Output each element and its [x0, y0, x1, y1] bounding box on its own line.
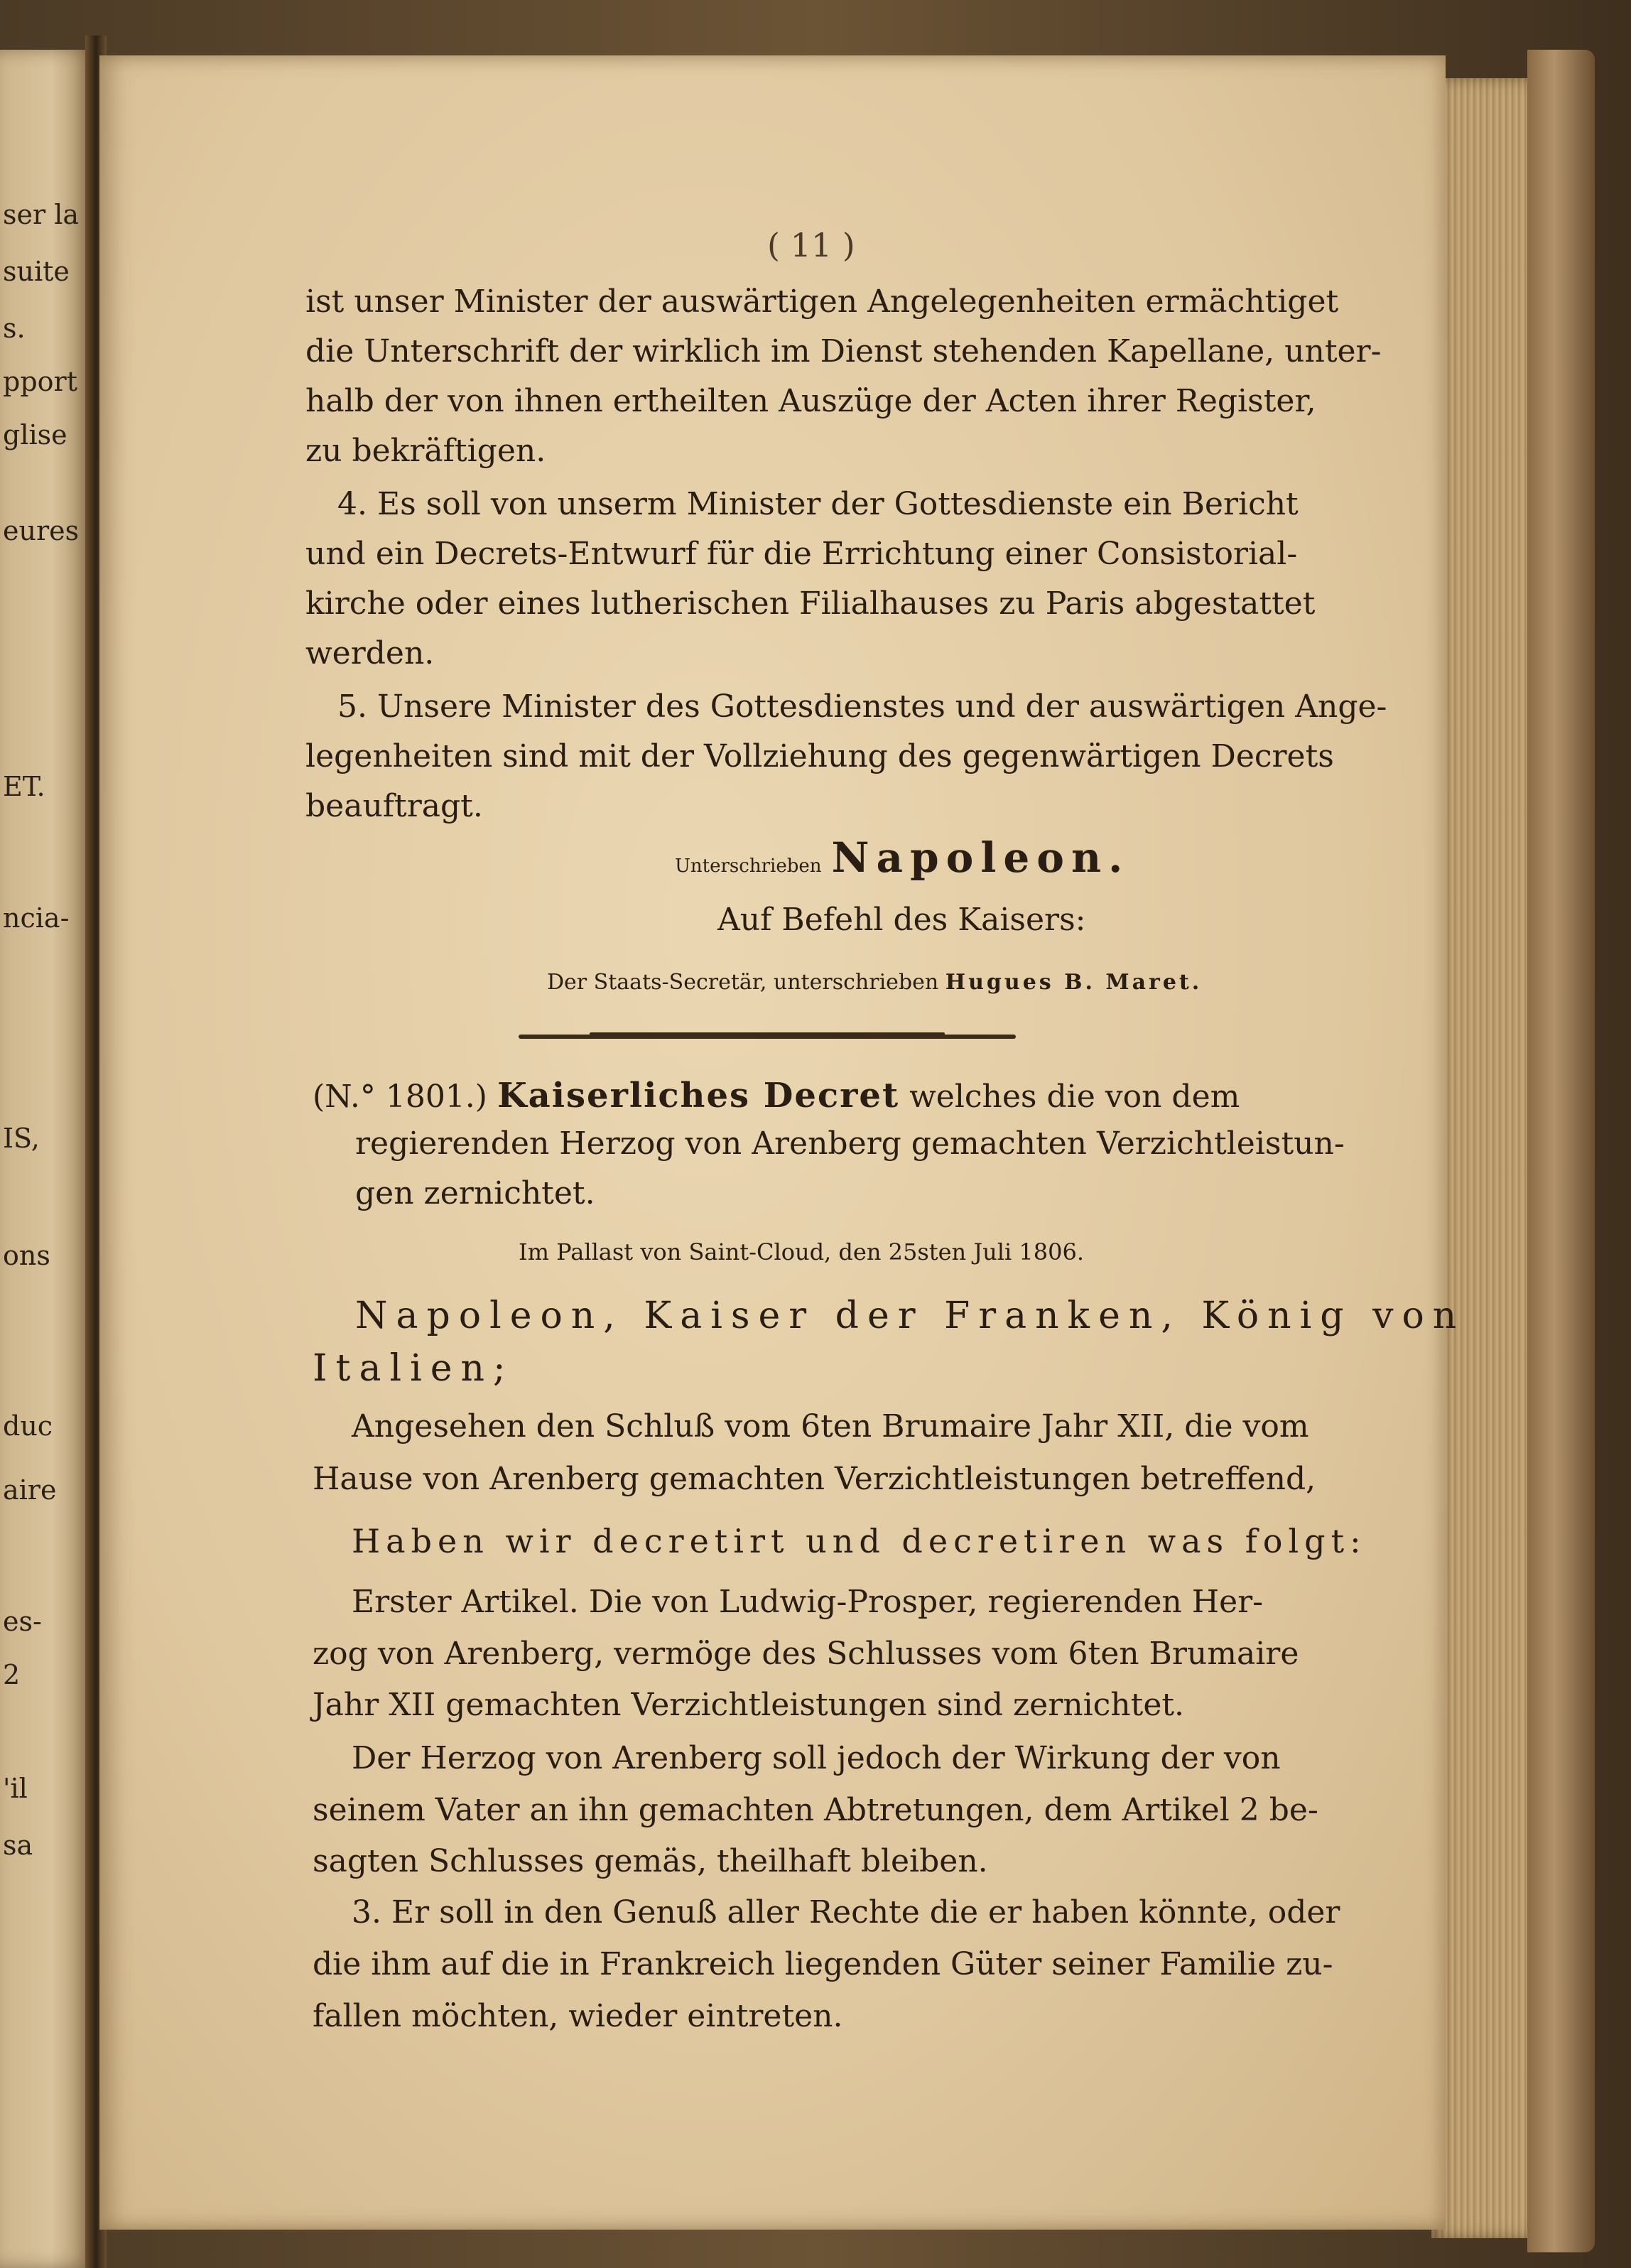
signature-order: Auf Befehl des Kaisers: — [717, 902, 1086, 938]
text-line: kirche oder eines lutherischen Filialhauses zu Paris abgestattet — [305, 585, 1316, 622]
left-page-fragment: ons — [3, 1240, 50, 1271]
signature-line — [675, 833, 1130, 882]
text-line: 5. Unsere Minister des Gottesdienstes und der auswärtigen Ange- — [337, 688, 1387, 725]
decree-intro: Napoleon, Kaiser der Franken, König von — [355, 1295, 1465, 1337]
signature-name: Napoleon. — [831, 833, 1130, 882]
left-page-fragment: s. — [3, 313, 26, 344]
text-line: gen zernichtet. — [355, 1175, 595, 1211]
text-line: Angesehen den Schluß vom 6ten Brumaire Jahr XII, die vom — [352, 1408, 1309, 1444]
left-page-fragment: eures — [3, 515, 80, 546]
text-line: die ihm auf die in Frankreich liegenden Güter seiner Familie zu- — [313, 1946, 1333, 1982]
section-rule — [519, 1035, 1016, 1039]
text-line: legenheiten sind mit der Vollziehung des gegenwärtigen Decrets — [305, 738, 1334, 774]
text-line: seinem Vater an ihn gemachten Abtretungen, dem Artikel 2 be- — [313, 1792, 1318, 1828]
text-line: fallen möchten, wieder eintreten. — [313, 1998, 843, 2034]
secretary-label: Der Staats-Secretär, unterschrieben — [547, 970, 939, 995]
decree-title: Kaiserliches Decret — [497, 1076, 900, 1116]
text-line: Jahr XII gemachten Verzichtleistungen sind zernichtet. — [313, 1687, 1185, 1723]
left-page-fragment: es- — [3, 1606, 42, 1637]
text-line: Haben wir decretirt und decretiren was folgt: — [352, 1522, 1367, 1560]
signature-prefix: Unterschrieben — [675, 855, 822, 877]
decree-number: (N.° 1801.) — [313, 1079, 487, 1115]
left-page-fragment: aire — [3, 1474, 57, 1506]
secretary-name: Hugues B. Maret. — [945, 970, 1203, 995]
decree-date: Im Pallast von Saint-Cloud, den 25sten Juli 1806. — [519, 1238, 1084, 1265]
text-line: halb der von ihnen ertheilten Auszüge der Acten ihrer Register, — [305, 383, 1316, 419]
left-page-fragment: 'il — [3, 1773, 28, 1804]
left-page-fragment: duc — [3, 1410, 53, 1442]
left-page-fragment: IS, — [3, 1123, 40, 1154]
text-line: zog von Arenberg, vermöge des Schlusses vom 6ten Brumaire — [313, 1636, 1299, 1672]
text-line: beauftragt. — [305, 788, 483, 824]
text-line: regierenden Herzog von Arenberg gemachten Verzichtleistun- — [355, 1125, 1345, 1162]
page-number: ( 11 ) — [767, 226, 855, 264]
text-line: 4. Es soll von unserm Minister der Gottesdienste ein Bericht — [337, 486, 1299, 522]
decree-title-rest: welches die von dem — [909, 1079, 1240, 1115]
text-line: Erster Artikel. Die von Ludwig-Prosper, regierenden Her- — [352, 1584, 1264, 1620]
text-line: zu bekräftigen. — [305, 433, 546, 469]
decree-intro: Italien; — [313, 1347, 514, 1390]
left-page-fragment: ncia- — [3, 902, 70, 934]
text-line: Hause von Arenberg gemachten Verzichtleistungen betreffend, — [313, 1461, 1316, 1497]
text-line: sagten Schlusses gemäs, theilhaft bleiben. — [313, 1843, 988, 1879]
left-facing-page — [0, 50, 94, 2268]
text-line: die Unterschrift der wirklich im Dienst stehenden Kapellane, unter- — [305, 333, 1382, 369]
text-line: Der Herzog von Arenberg soll jedoch der Wirkung der von — [352, 1740, 1281, 1776]
text-line: 3. Er soll in den Genuß aller Rechte die er haben könnte, oder — [352, 1894, 1340, 1930]
left-page-fragment: sa — [3, 1830, 33, 1861]
secretary-line — [547, 972, 1202, 993]
text-line: ist unser Minister der auswärtigen Angelegenheiten ermächtiget — [305, 284, 1339, 320]
decree-heading — [313, 1076, 1240, 1116]
document-page — [99, 55, 1465, 2230]
left-page-fragment: pport — [3, 366, 77, 397]
left-page-fragment: 2 — [3, 1659, 21, 1690]
left-page-fragment: ET. — [3, 771, 45, 802]
left-page-fragment: glise — [3, 419, 67, 450]
left-page-fragment: ser la — [3, 199, 80, 230]
text-line: und ein Decrets-Entwurf für die Errichtung einer Consistorial- — [305, 536, 1298, 572]
left-page-fragment: suite — [3, 256, 70, 287]
book-cover — [1527, 50, 1595, 2252]
text-line: werden. — [305, 635, 435, 671]
